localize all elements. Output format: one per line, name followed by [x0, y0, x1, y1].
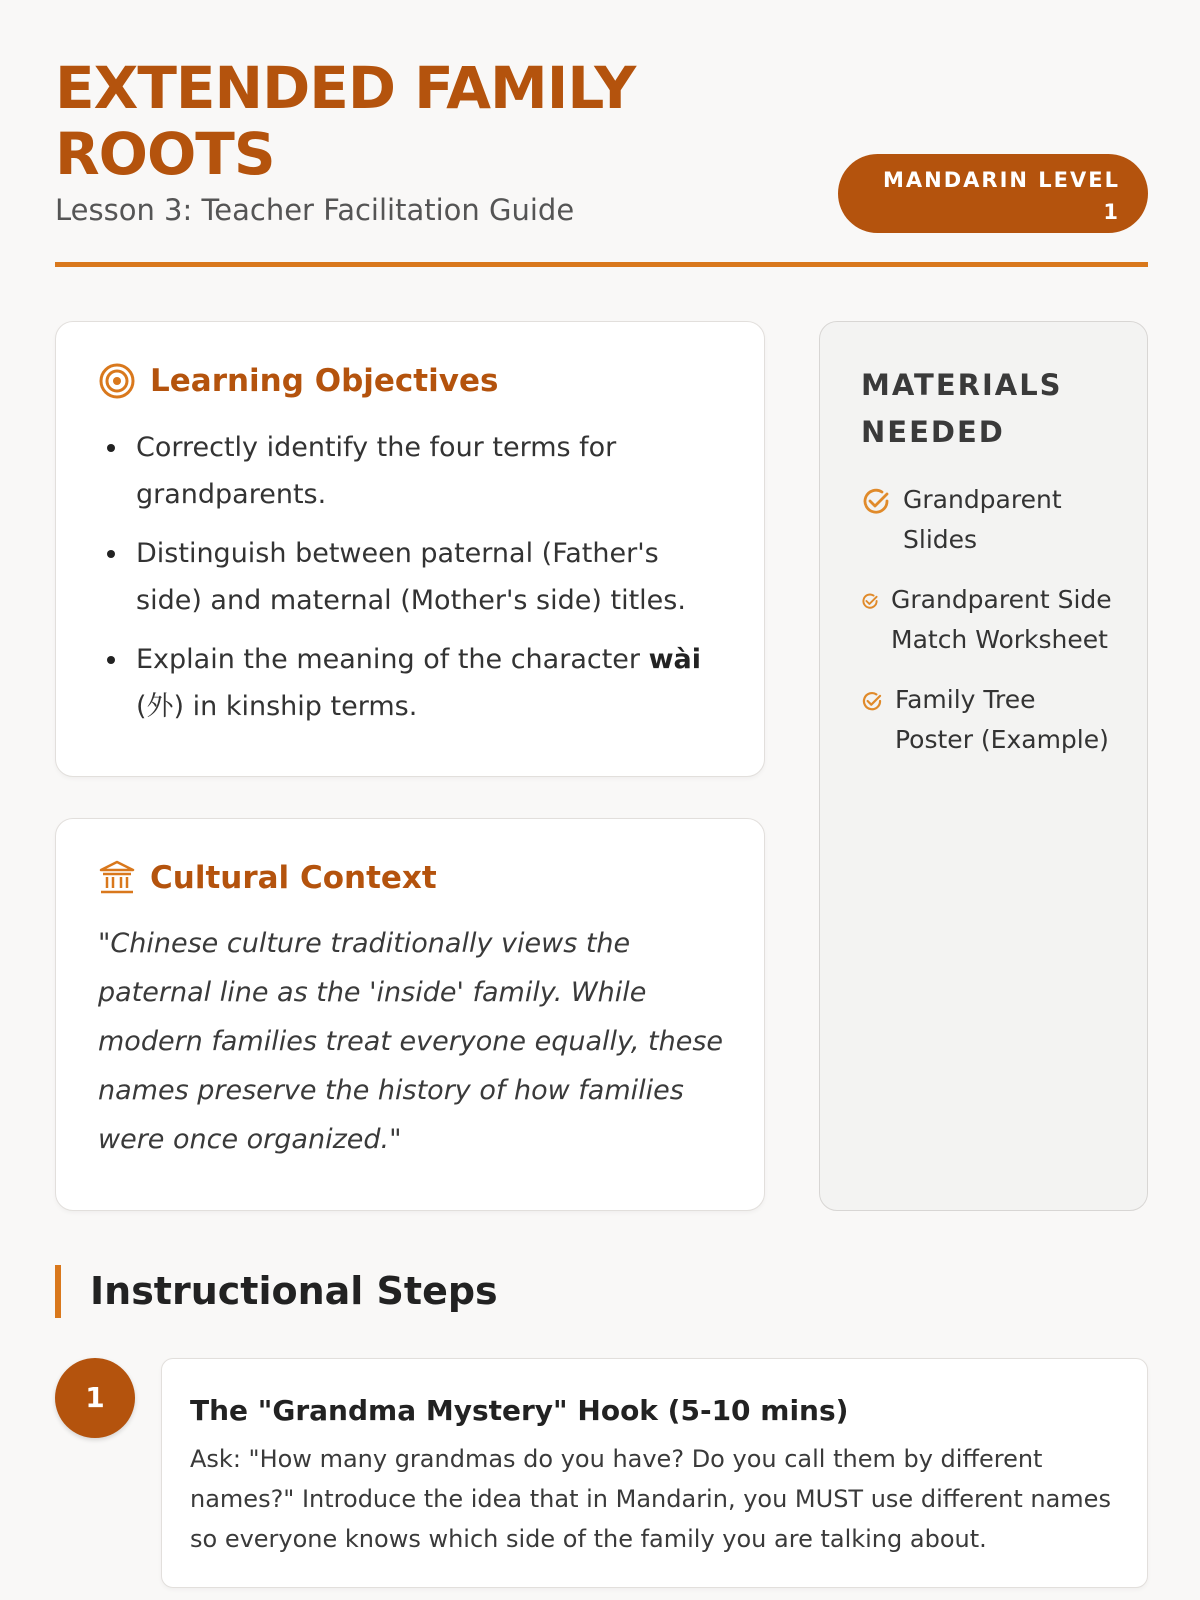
learning-objectives-title: Learning Objectives: [150, 363, 499, 399]
list-item: [98, 636, 724, 730]
step-body: Ask: "How many grandmas do you have? Do you call them by different names?" Introduce the idea that in Mandarin, you MUST use different names so everyone knows which side of the family you are talking about.: [190, 1445, 1111, 1553]
list-item: Distinguish between paternal (Father's side) and maternal (Mother's side) titles.: [98, 530, 724, 624]
materials-list: [861, 480, 1117, 760]
check-circle-icon: [861, 686, 883, 716]
step-number-badge: 1: [55, 1358, 135, 1438]
objectives-list: [98, 424, 724, 730]
material-label: Grandparent Slides: [903, 485, 1062, 554]
objective-text: Explain the meaning of the character: [136, 644, 649, 675]
materials-panel: [819, 321, 1148, 1211]
instructional-steps-heading: Instructional Steps: [55, 1265, 498, 1318]
list-item: [861, 580, 1117, 660]
learning-objectives-heading: [98, 362, 724, 400]
list-item: [861, 480, 1117, 560]
landmark-icon: [98, 859, 136, 897]
page-subtitle: Lesson 3: Teacher Facilitation Guide: [55, 193, 575, 227]
target-icon: [98, 362, 136, 400]
level-badge: MANDARIN LEVEL 1: [838, 154, 1148, 233]
list-item: [861, 680, 1117, 760]
cultural-context-title: Cultural Context: [150, 860, 437, 896]
objective-term: wài: [648, 644, 702, 675]
cultural-context-quote: "Chinese culture traditionally views the paternal line as the 'inside' family. While modern families treat everyone equally, these names preserve the history of how families were once organized.": [98, 928, 724, 1155]
cultural-context-card: [55, 818, 765, 1211]
material-label: Grandparent Side Match Worksheet: [891, 585, 1112, 654]
step-card: [161, 1358, 1148, 1588]
check-circle-icon: [861, 486, 891, 520]
page-title: EXTENDED FAMILY ROOTS: [55, 54, 636, 188]
step-title: The "Grandma Mystery" Hook (5-10 mins): [190, 1394, 849, 1427]
list-item: Correctly identify the four terms for grandparents.: [98, 424, 724, 518]
materials-title: MATERIALS NEEDED: [861, 368, 1063, 449]
cultural-context-heading: [98, 859, 724, 897]
objective-text: (外) in kinship terms.: [136, 691, 418, 722]
page-header: [55, 55, 1148, 267]
check-circle-icon: [861, 586, 879, 614]
learning-objectives-card: [55, 321, 765, 777]
material-label: Family Tree Poster (Example): [895, 685, 1109, 754]
